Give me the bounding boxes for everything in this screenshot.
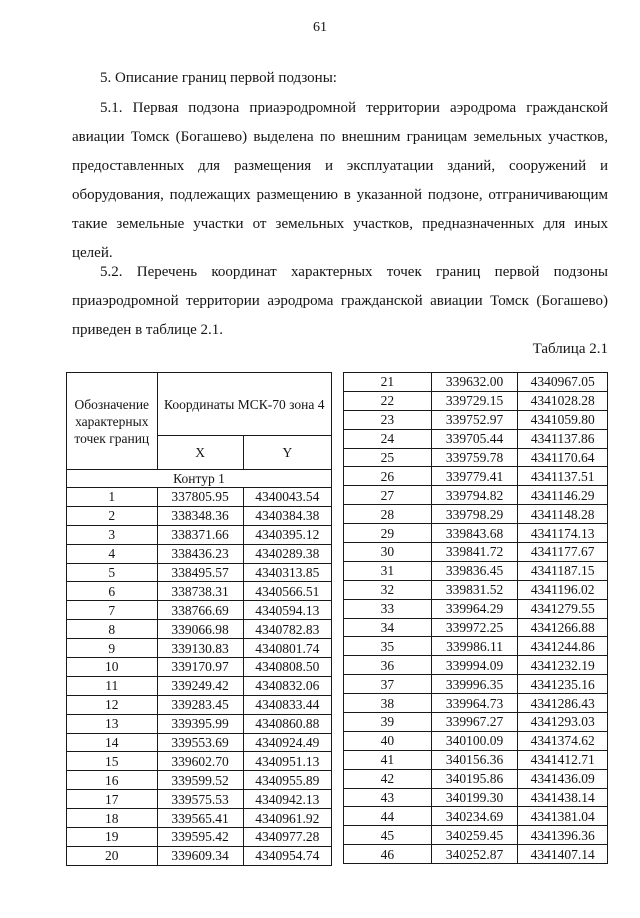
point-number-cell: 24 (344, 429, 432, 448)
point-number-cell: 1 (67, 488, 158, 507)
x-coordinate-cell: 339972.25 (431, 618, 518, 637)
point-number-cell: 22 (344, 391, 432, 410)
table-row (344, 410, 608, 429)
table-row (67, 714, 332, 733)
x-coordinate-cell: 339130.83 (157, 639, 243, 658)
point-number-cell: 3 (67, 525, 158, 544)
y-coordinate-cell: 4341381.04 (518, 807, 608, 826)
x-coordinate-cell: 339595.42 (157, 828, 243, 847)
point-number-cell: 35 (344, 637, 432, 656)
point-number-cell: 27 (344, 486, 432, 505)
table-caption: Таблица 2.1 (532, 341, 608, 357)
point-number-cell: 6 (67, 582, 158, 601)
y-coordinate-cell: 4340955.89 (243, 771, 331, 790)
table-row (67, 563, 332, 582)
table-row (344, 845, 608, 864)
point-number-cell: 31 (344, 561, 432, 580)
table-row (344, 429, 608, 448)
y-coordinate-cell: 4341174.13 (518, 524, 608, 543)
x-coordinate-cell: 340259.45 (431, 826, 518, 845)
point-number-cell: 42 (344, 769, 432, 788)
table-row (67, 488, 332, 507)
y-coordinate-cell: 4341177.67 (518, 543, 608, 562)
table-row (344, 486, 608, 505)
x-coordinate-cell: 338495.57 (157, 563, 243, 582)
x-coordinate-cell: 340156.36 (431, 750, 518, 769)
x-coordinate-cell: 339964.29 (431, 599, 518, 618)
point-number-cell: 14 (67, 733, 158, 752)
point-number-cell: 16 (67, 771, 158, 790)
x-coordinate-cell: 339066.98 (157, 620, 243, 639)
table-row (344, 713, 608, 732)
point-number-cell: 40 (344, 731, 432, 750)
point-number-cell: 17 (67, 790, 158, 809)
x-coordinate-cell: 339705.44 (431, 429, 518, 448)
x-coordinate-cell: 339794.82 (431, 486, 518, 505)
header-coordinates: Координаты МСК-70 зона 4 (157, 373, 331, 436)
y-coordinate-cell: 4341266.88 (518, 618, 608, 637)
point-number-cell: 33 (344, 599, 432, 618)
x-coordinate-cell: 339553.69 (157, 733, 243, 752)
header-y: Y (243, 436, 331, 470)
table-row (344, 543, 608, 562)
coordinates-table-right (343, 372, 608, 864)
point-number-cell: 10 (67, 658, 158, 677)
y-coordinate-cell: 4340782.83 (243, 620, 331, 639)
table-row (344, 675, 608, 694)
y-coordinate-cell: 4341407.14 (518, 845, 608, 864)
y-coordinate-cell: 4341412.71 (518, 750, 608, 769)
x-coordinate-cell: 339779.41 (431, 467, 518, 486)
y-coordinate-cell: 4341170.64 (518, 448, 608, 467)
y-coordinate-cell: 4340808.50 (243, 658, 331, 677)
table-row (67, 506, 332, 525)
x-coordinate-cell: 338766.69 (157, 601, 243, 620)
header-x: X (157, 436, 243, 470)
x-coordinate-cell: 339831.52 (431, 580, 518, 599)
point-number-cell: 13 (67, 714, 158, 733)
y-coordinate-cell: 4341436.09 (518, 769, 608, 788)
x-coordinate-cell: 339170.97 (157, 658, 243, 677)
y-coordinate-cell: 4340313.85 (243, 563, 331, 582)
x-coordinate-cell: 337805.95 (157, 488, 243, 507)
page-number: 61 (313, 20, 327, 35)
y-coordinate-cell: 4340977.28 (243, 828, 331, 847)
y-coordinate-cell: 4341232.19 (518, 656, 608, 675)
point-number-cell: 25 (344, 448, 432, 467)
table-row (67, 582, 332, 601)
point-number-cell: 7 (67, 601, 158, 620)
y-coordinate-cell: 4340967.05 (518, 373, 608, 392)
x-coordinate-cell: 339729.15 (431, 391, 518, 410)
y-coordinate-cell: 4340566.51 (243, 582, 331, 601)
table-row (344, 807, 608, 826)
table-row (344, 524, 608, 543)
table-row (344, 656, 608, 675)
y-coordinate-cell: 4341137.86 (518, 429, 608, 448)
table-row (67, 752, 332, 771)
table-row (344, 505, 608, 524)
x-coordinate-cell: 340252.87 (431, 845, 518, 864)
coordinates-table-left (66, 372, 332, 866)
x-coordinate-cell: 339996.35 (431, 675, 518, 694)
table-row (67, 733, 332, 752)
point-number-cell: 38 (344, 694, 432, 713)
y-coordinate-cell: 4340833.44 (243, 695, 331, 714)
table-row (67, 601, 332, 620)
x-coordinate-cell: 339395.99 (157, 714, 243, 733)
table-row (344, 826, 608, 845)
y-coordinate-cell: 4341148.28 (518, 505, 608, 524)
point-number-cell: 28 (344, 505, 432, 524)
table-row (67, 639, 332, 658)
table-row (67, 771, 332, 790)
y-coordinate-cell: 4340384.38 (243, 506, 331, 525)
x-coordinate-cell: 340195.86 (431, 769, 518, 788)
point-number-cell: 36 (344, 656, 432, 675)
x-coordinate-cell: 339599.52 (157, 771, 243, 790)
table-row (67, 695, 332, 714)
y-coordinate-cell: 4341137.51 (518, 467, 608, 486)
x-coordinate-cell: 340199.30 (431, 788, 518, 807)
x-coordinate-cell: 339249.42 (157, 676, 243, 695)
x-coordinate-cell: 339609.34 (157, 846, 243, 865)
x-coordinate-cell: 339798.29 (431, 505, 518, 524)
table-row (344, 694, 608, 713)
x-coordinate-cell: 339964.73 (431, 694, 518, 713)
y-coordinate-cell: 4341196.02 (518, 580, 608, 599)
y-coordinate-cell: 4340951.13 (243, 752, 331, 771)
y-coordinate-cell: 4340924.49 (243, 733, 331, 752)
y-coordinate-cell: 4341235.16 (518, 675, 608, 694)
table-row (344, 580, 608, 599)
y-coordinate-cell: 4340954.74 (243, 846, 331, 865)
point-number-cell: 44 (344, 807, 432, 826)
point-number-cell: 29 (344, 524, 432, 543)
y-coordinate-cell: 4341438.14 (518, 788, 608, 807)
point-number-cell: 34 (344, 618, 432, 637)
table-row (344, 731, 608, 750)
point-number-cell: 37 (344, 675, 432, 694)
point-number-cell: 12 (67, 695, 158, 714)
x-coordinate-cell: 339836.45 (431, 561, 518, 580)
table-row (67, 846, 332, 865)
table-row (67, 620, 332, 639)
x-coordinate-cell: 339994.09 (431, 656, 518, 675)
x-coordinate-cell: 339986.11 (431, 637, 518, 656)
x-coordinate-cell: 338436.23 (157, 544, 243, 563)
table-row (344, 391, 608, 410)
point-number-cell: 30 (344, 543, 432, 562)
table-row (344, 599, 608, 618)
point-number-cell: 20 (67, 846, 158, 865)
y-coordinate-cell: 4341059.80 (518, 410, 608, 429)
x-coordinate-cell: 339841.72 (431, 543, 518, 562)
point-number-cell: 32 (344, 580, 432, 599)
point-number-cell: 39 (344, 713, 432, 732)
y-coordinate-cell: 4341187.15 (518, 561, 608, 580)
x-coordinate-cell: 340100.09 (431, 731, 518, 750)
y-coordinate-cell: 4341279.55 (518, 599, 608, 618)
point-number-cell: 5 (67, 563, 158, 582)
y-coordinate-cell: 4340832.06 (243, 676, 331, 695)
x-coordinate-cell: 339602.70 (157, 752, 243, 771)
y-coordinate-cell: 4340043.54 (243, 488, 331, 507)
table-row (67, 676, 332, 695)
point-number-cell: 23 (344, 410, 432, 429)
point-number-cell: 9 (67, 639, 158, 658)
point-number-cell: 41 (344, 750, 432, 769)
point-number-cell: 15 (67, 752, 158, 771)
point-number-cell: 26 (344, 467, 432, 486)
table-row (67, 658, 332, 677)
x-coordinate-cell: 339283.45 (157, 695, 243, 714)
table-row (344, 750, 608, 769)
x-coordinate-cell: 340234.69 (431, 807, 518, 826)
y-coordinate-cell: 4341293.03 (518, 713, 608, 732)
y-coordinate-cell: 4341244.86 (518, 637, 608, 656)
y-coordinate-cell: 4341146.29 (518, 486, 608, 505)
table-row (67, 809, 332, 828)
x-coordinate-cell: 339752.97 (431, 410, 518, 429)
point-number-cell: 8 (67, 620, 158, 639)
y-coordinate-cell: 4340801.74 (243, 639, 331, 658)
point-number-cell: 18 (67, 809, 158, 828)
y-coordinate-cell: 4340395.12 (243, 525, 331, 544)
point-number-cell: 4 (67, 544, 158, 563)
y-coordinate-cell: 4340594.13 (243, 601, 331, 620)
point-number-cell: 43 (344, 788, 432, 807)
point-number-cell: 21 (344, 373, 432, 392)
x-coordinate-cell: 339575.53 (157, 790, 243, 809)
contour-label: Контур 1 (67, 470, 332, 488)
table-row (344, 561, 608, 580)
y-coordinate-cell: 4341028.28 (518, 391, 608, 410)
x-coordinate-cell: 338738.31 (157, 582, 243, 601)
table-row (67, 828, 332, 847)
header-point-designation: Обозначение характерных точек границ (67, 373, 158, 470)
table-row (344, 788, 608, 807)
x-coordinate-cell: 339967.27 (431, 713, 518, 732)
table-row (344, 373, 608, 392)
paragraph-5-1: 5.1. Первая подзона приаэродромной территории аэродрома гражданской авиации Томск (Богашево) выделена по внешним границам земельных участков, предоставленных для размещения и эксплуатации зданий, сооружений и оборудования, подлежащих размещению в указанной подзоне, отграничивающим такие земельные участки от земельных участков, предназначенных для иных целей. (72, 100, 608, 261)
point-number-cell: 46 (344, 845, 432, 864)
point-number-cell: 11 (67, 676, 158, 695)
section-heading: 5. Описание границ первой подзоны: (100, 70, 337, 86)
x-coordinate-cell: 339843.68 (431, 524, 518, 543)
y-coordinate-cell: 4340942.13 (243, 790, 331, 809)
table-row (344, 637, 608, 656)
table-row (344, 618, 608, 637)
x-coordinate-cell: 338348.36 (157, 506, 243, 525)
paragraph-5-2: 5.2. Перечень координат характерных точек границ первой подзоны приаэродромной территории аэродрома гражданской авиации Томск (Богашево) приведен в таблице 2.1. (72, 264, 608, 338)
point-number-cell: 45 (344, 826, 432, 845)
x-coordinate-cell: 338371.66 (157, 525, 243, 544)
y-coordinate-cell: 4341396.36 (518, 826, 608, 845)
table-row (67, 525, 332, 544)
point-number-cell: 19 (67, 828, 158, 847)
x-coordinate-cell: 339759.78 (431, 448, 518, 467)
table-row (67, 544, 332, 563)
y-coordinate-cell: 4340860.88 (243, 714, 331, 733)
y-coordinate-cell: 4340961.92 (243, 809, 331, 828)
y-coordinate-cell: 4341286.43 (518, 694, 608, 713)
x-coordinate-cell: 339632.00 (431, 373, 518, 392)
y-coordinate-cell: 4340289.38 (243, 544, 331, 563)
x-coordinate-cell: 339565.41 (157, 809, 243, 828)
table-row (344, 467, 608, 486)
table-row (344, 448, 608, 467)
y-coordinate-cell: 4341374.62 (518, 731, 608, 750)
table-row (67, 790, 332, 809)
table-row (344, 769, 608, 788)
point-number-cell: 2 (67, 506, 158, 525)
